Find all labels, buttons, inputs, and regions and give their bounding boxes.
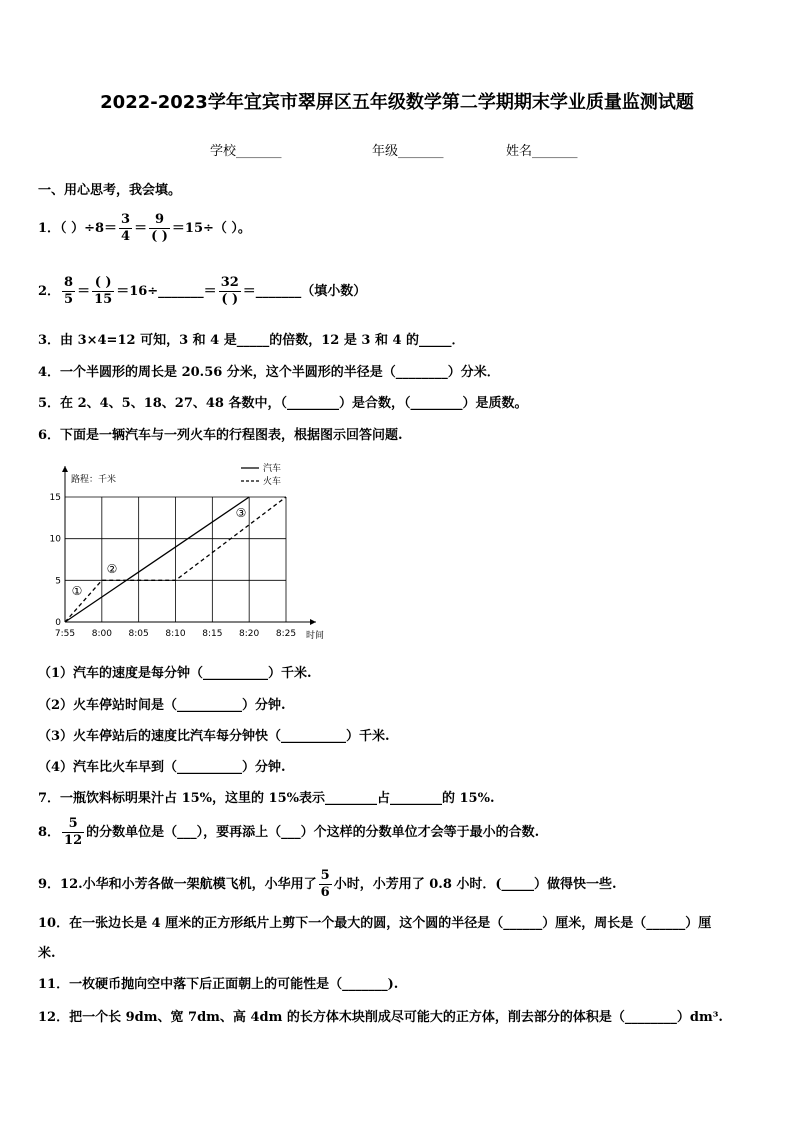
question-12: 12．把一个长 9dm、宽 7dm、高 4dm 的长方体木块削成尽可能大的正方体，削去部分的体积是（________）dm³. (38, 1010, 723, 1025)
q1-frac2-num: 9 (149, 212, 170, 229)
name-field (506, 143, 578, 161)
q2-fraction-1 (62, 275, 75, 308)
q1-fraction-1 (119, 212, 132, 245)
q1-part-a: 1．（ ）÷8＝ (38, 221, 118, 236)
question-5: 5．在 2、4、5、18、27、48 各数中，（________）是合数，（________）是质数。 (38, 396, 528, 411)
y-tick-label: 15 (49, 493, 61, 503)
x-tick-label: 8:10 (165, 629, 186, 639)
q2-frac2-den: 15 (94, 292, 113, 307)
y-axis-label: 路程：千米 (71, 475, 117, 485)
question-7: 7．一瓶饮料标明果汁占 15%，这里的 15%表示________占________的 15%. (38, 791, 495, 806)
q8-part-b: 的分数单位是（___），要再添上（___）个这样的分数单位才会等于最小的合数. (86, 825, 540, 840)
chart-labels (50, 462, 324, 641)
question-8 (38, 816, 539, 849)
q1-part-b: ＝15÷（ ）。 (171, 221, 251, 236)
q2-frac3-num: 32 (220, 275, 239, 290)
y-tick-label: 5 (55, 576, 61, 587)
question-6: 6．下面是一辆汽车与一列火车的行程图表，根据图示回答问题. (38, 428, 403, 443)
grade-field (372, 143, 444, 161)
question-10-line-2: 米. (38, 946, 56, 961)
q8-part-a: 8． (38, 825, 61, 840)
x-tick-label: 8:15 (202, 629, 223, 639)
q9-part-b: 小时，小芳用了 0.8 小时．(_____）做得快一些. (333, 877, 617, 892)
y-tick-label: 0 (55, 618, 61, 628)
chart-marker: ② (106, 562, 118, 576)
y-tick-label: 10 (49, 534, 61, 545)
legend-label: 火车 (263, 477, 282, 487)
x-tick-label: 8:05 (128, 629, 149, 639)
x-tick-label: 8:25 (275, 629, 297, 639)
x-axis-label: 时间 (305, 631, 324, 641)
name-blank: _______ (532, 144, 578, 159)
q2-part-b: ＝16÷_______＝ (116, 284, 217, 299)
q9-part-a: 9．12.小华和小芳各做一架航模飞机，小华用了 (38, 877, 317, 892)
q1-fraction-2 (149, 212, 170, 245)
q2-part-c: ＝_______（填小数） (242, 284, 367, 299)
grade-blank: _______ (398, 144, 444, 159)
question-4: 4．一个半圆形的周长是 20.56 分米，这个半圆形的半径是（________）分米． (38, 365, 500, 380)
section-heading: 一、用心思考，我会填。 (38, 183, 182, 198)
q1-frac1-den: 4 (121, 229, 131, 244)
y-axis-arrow (62, 466, 68, 472)
question-6-4: （4）汽车比火车早到（__________）分钟. (38, 760, 286, 775)
x-tick-label: 8:20 (239, 629, 260, 639)
travel-chart (40, 458, 360, 648)
grade-label: 年级 (372, 144, 399, 159)
q1-equals: ＝ (134, 221, 148, 236)
question-6-2: （2）火车停站时间是（__________）分钟. (38, 698, 286, 713)
school-field (210, 143, 282, 161)
q1-frac2-den: ( ) (151, 229, 168, 244)
question-10-line-1: 10．在一张边长是 4 厘米的正方形纸片上剪下一个最大的圆，这个圆的半径是（______）厘米，周长是（______）厘 (38, 916, 712, 931)
q2-frac2-num: ( ) (92, 275, 114, 292)
question-3: 3．由 3×4=12 可知，3 和 4 是_____的倍数，12 是 3 和 4 的_____． (38, 333, 465, 348)
q2-frac1-den: 5 (64, 292, 74, 307)
q8-frac-den: 12 (64, 833, 83, 848)
question-6-3: （3）火车停站后的速度比汽车每分钟快（__________）千米. (38, 729, 390, 744)
q2-part-a: 2． (38, 284, 61, 299)
chart-marker: ③ (235, 506, 247, 520)
page-title: 2022-2023学年宜宾市翠屏区五年级数学第二学期期末学业质量监测试题 (100, 92, 694, 113)
question-1 (38, 212, 251, 245)
school-blank: _______ (236, 144, 282, 159)
x-tick-label: 8:00 (91, 629, 112, 639)
x-axis-arrow (310, 619, 316, 625)
school-label: 学校 (210, 144, 237, 159)
q1-frac1-num: 3 (121, 212, 131, 227)
x-tick-label: 7:55 (54, 629, 76, 639)
question-11: 11．一枚硬币抛向空中落下后正面朝上的可能性是（_______). (38, 977, 399, 992)
legend-label: 汽车 (263, 464, 282, 474)
chart-grid (62, 466, 316, 625)
question-9 (38, 868, 617, 901)
q8-frac-num: 5 (62, 816, 84, 833)
question-6-1: （1）汽车的速度是每分钟（__________）千米. (38, 666, 312, 681)
q2-frac3-den: ( ) (221, 292, 239, 307)
q2-equals: ＝ (77, 284, 91, 299)
series-line-car (65, 497, 249, 622)
chart-marker: ① (71, 584, 83, 598)
q9-frac-den: 6 (320, 885, 330, 900)
question-2 (38, 275, 366, 308)
q2-fraction-3 (219, 275, 241, 308)
q2-fraction-2 (92, 275, 114, 308)
q2-frac1-num: 8 (64, 275, 74, 290)
q9-fraction (319, 868, 332, 901)
q9-frac-num: 5 (320, 868, 330, 883)
q8-fraction (62, 816, 84, 849)
name-label: 姓名 (506, 144, 533, 159)
